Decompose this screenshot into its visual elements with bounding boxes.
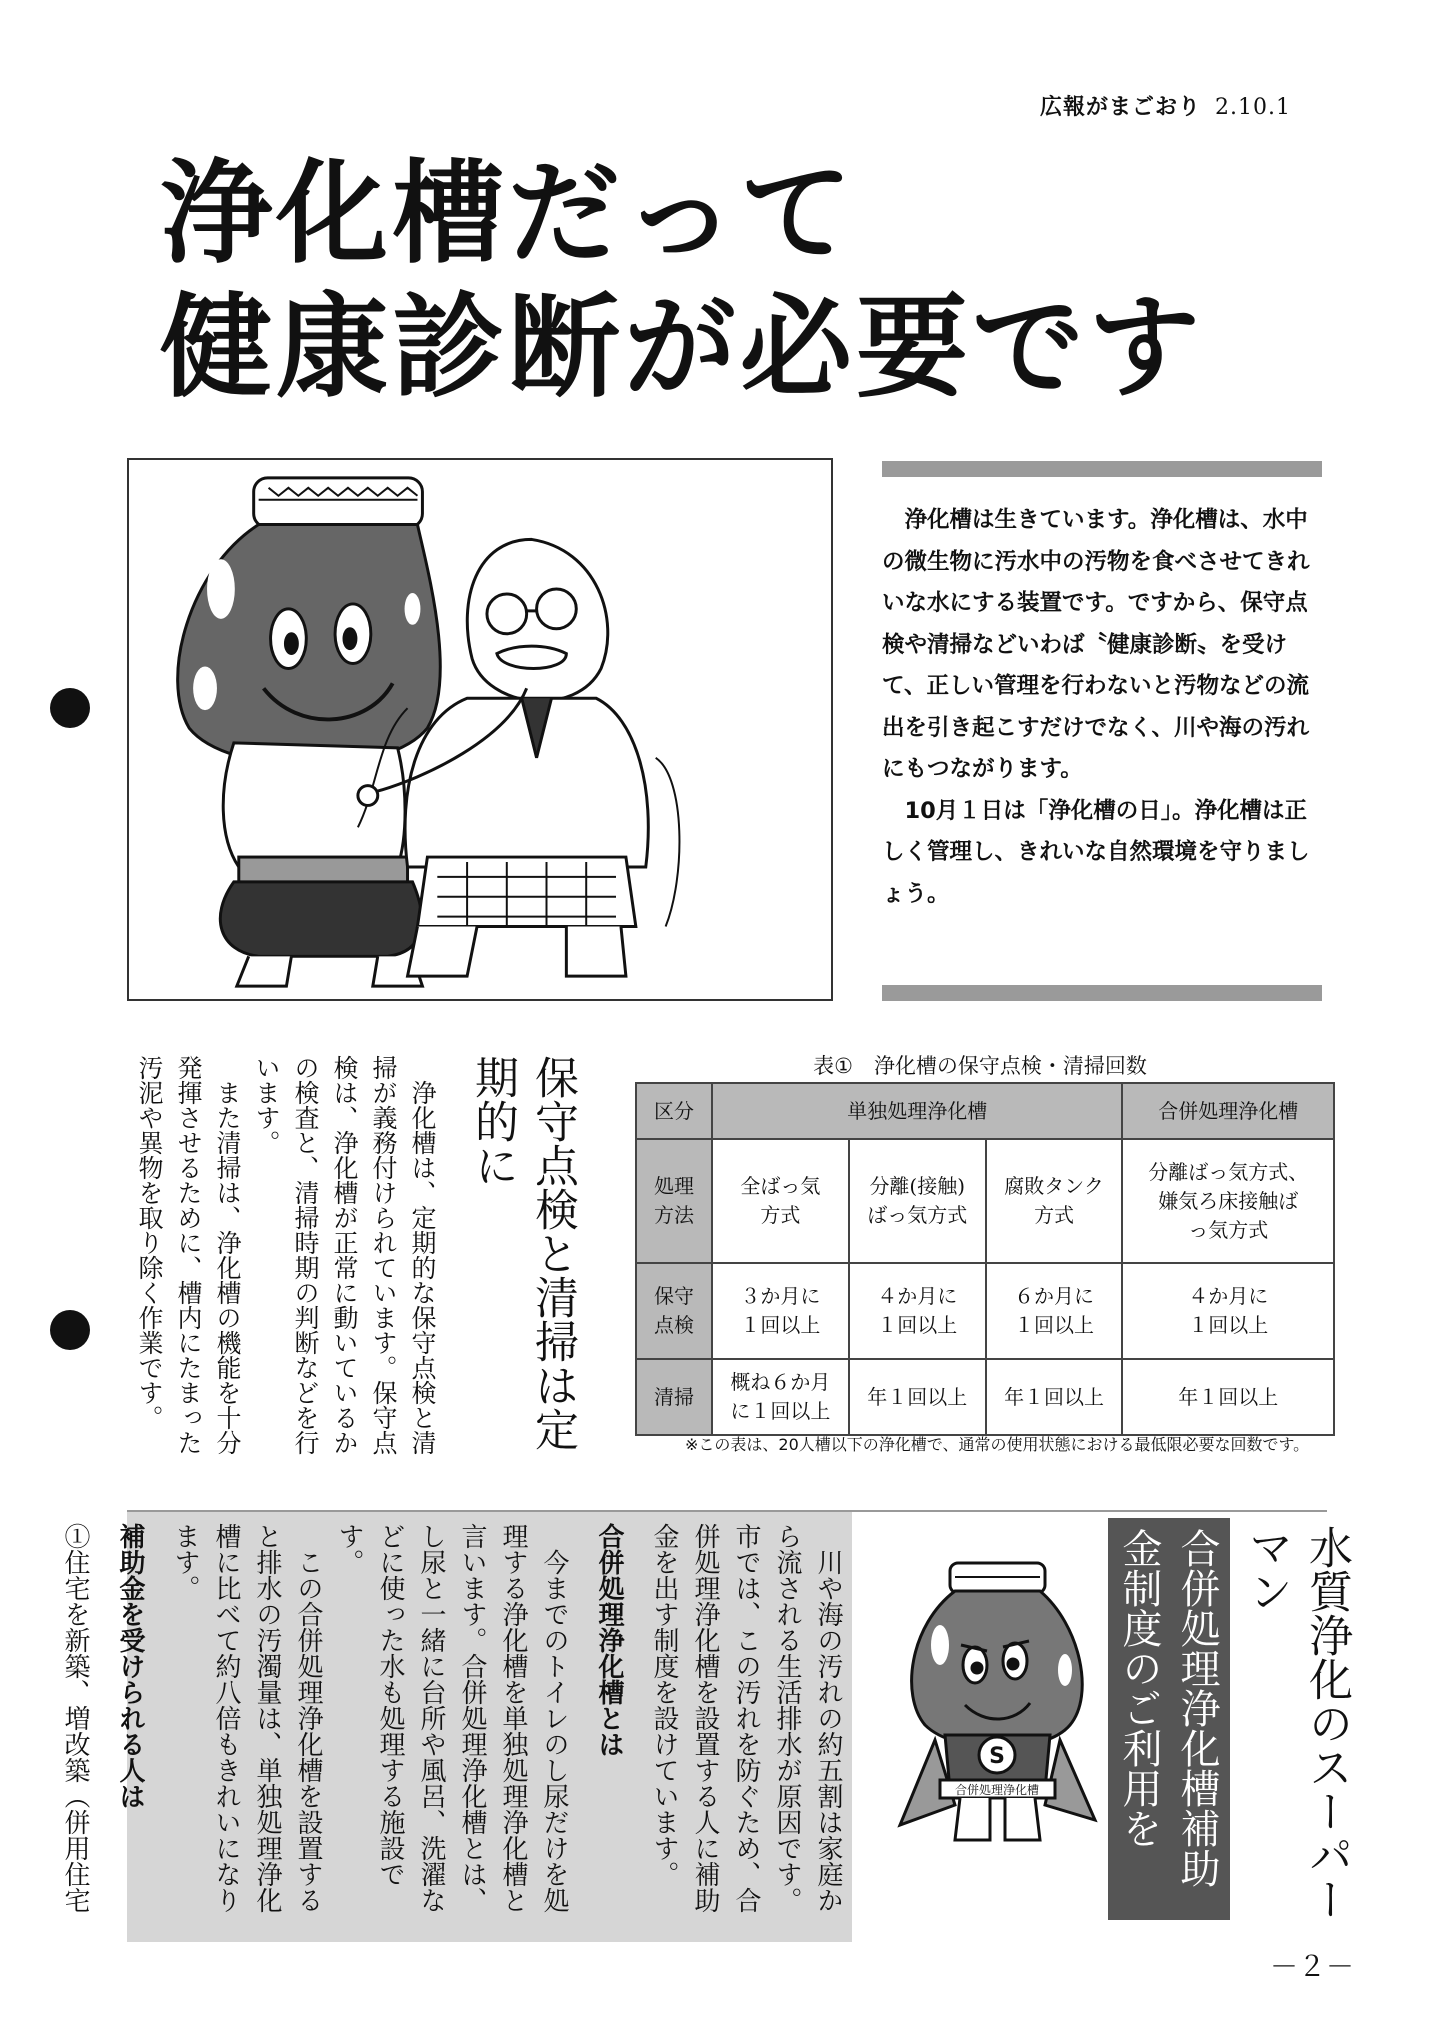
table-cell: 年１回以上 [1122,1359,1334,1435]
super-tank-mascot-icon [895,1555,1100,1855]
table-cell: ４か月に １回以上 [1122,1263,1334,1359]
table-row-label: 清掃 [636,1359,712,1435]
table-cell: 年１回以上 [986,1359,1123,1435]
section2-paragraph: この合併処理浄化槽を設置すると排水の汚濁量は、単独処理浄化槽に比べて約八倍もきれいになります。 [170,1523,323,1913]
tank-mascot-icon [178,478,441,986]
section1-heading: 保守点検と清掃は定期的に [467,1055,578,1451]
section2-subheading: 補助金を受けられる人は [115,1523,145,1809]
table-cell: 全ばっ気 方式 [712,1139,849,1263]
mascot-emblem-label: S [989,1744,1005,1769]
section2-list-item: ①住宅を新築、増改築（併用住宅 [60,1523,90,1913]
section2-subheading: 合併処理浄化槽とは [594,1523,624,1757]
section1-paragraph: また清掃は、浄化槽の機能を十分発揮させるために、槽内にたまった汚泥や異物を取り除く作業です。 [135,1055,242,1455]
table-header-cell: 単独処理浄化槽 [712,1083,1122,1139]
table-row [636,1263,1334,1359]
table-cell: 年１回以上 [849,1359,986,1435]
section2-paragraph: 川や海の汚れの約五割は家庭から流される生活排水が原因です。市では、この汚れを防ぐため、合併処理浄化槽を設置する人に補助金を出す制度を設けています。 [649,1523,843,1913]
intro-text [882,500,1322,915]
table-row-label: 処理 方法 [636,1139,712,1263]
section1-paragraph: 浄化槽は、定期的な保守点検と清掃が義務付けられています。保守点検は、浄化槽が正常に動いているかの検査と、清掃時期の判断などを行います。 [252,1055,437,1455]
table-cell: ３か月に １回以上 [712,1263,849,1359]
main-title-line1: 浄化槽だって [160,149,856,279]
table-note: ※この表は、20人槽以下の浄化槽で、通常の使用状態における最低限必要な回数です。 [685,1435,1310,1454]
intro-divider-top [882,461,1322,477]
table-row [636,1139,1334,1263]
section2-body [60,1523,848,1928]
section2-paragraph: 今までのトイレのし尿だけを処理する浄化槽を単独処理浄化槽と言います。合併処理浄化槽とは、し尿と一緒に台所や風呂、洗濯などに使った水も処理する施設です。 [334,1523,569,1913]
table-cell: ４か月に １回以上 [849,1263,986,1359]
binder-hole-icon [50,688,90,728]
table-header-cell: 区分 [636,1083,712,1139]
intro-paragraph: 浄化槽は生きています。浄化槽は、水中の微生物に汚水中の汚物を食べさせてきれいな水にする装置です。ですから、保守点検や清掃などいわば〝健康診断〟を受けて、正しい管理を行わないと汚物などの流出を引き起こすだけでなく、川や海の汚れにもつながります。 [882,507,1310,782]
table-cell: 分離ばっ気方式、 嫌気ろ床接触ば っ気方式 [1122,1139,1334,1263]
section1-body [127,1055,442,1465]
table-header-cell: 合併処理浄化槽 [1122,1083,1334,1139]
issue-date: 2.10.1 [1215,95,1291,120]
table-caption: 表① 浄化槽の保守点検・清掃回数 [813,1054,1147,1078]
binder-hole-icon [50,1310,90,1350]
table-row-label: 保守 点検 [636,1263,712,1359]
table-cell: 概ね６か月 に１回以上 [712,1359,849,1435]
section2-title: 合併処理浄化槽補助金制度のご利用を [1108,1518,1230,1920]
mascot-belt-label: 合併処理浄化槽 [954,1783,1040,1797]
table-cell: 腐敗タンク 方式 [986,1139,1123,1263]
table-header-row [636,1083,1334,1139]
doctor-checkup-illustration [129,460,831,999]
page-number: －２－ [1270,1950,1355,1983]
section2-tagline: 水質浄化のスーパーマン [1241,1525,1352,1921]
header-info [1040,90,1291,121]
intro-paragraph: 10月１日は「浄化槽の日」。浄化槽は正しく管理し、きれいな自然環境を守りましょう。 [882,797,1310,907]
intro-divider-bottom [882,985,1322,1001]
table-cell: ６か月に １回以上 [986,1263,1123,1359]
publication-name: 広報がまごおり [1040,95,1202,120]
main-title-line2: 健康診断が必要です [160,283,1204,413]
illustration-frame [127,458,833,1001]
table-cell: 分離(接触) ばっ気方式 [849,1139,986,1263]
table-row [636,1359,1334,1435]
maintenance-table [635,1082,1335,1436]
